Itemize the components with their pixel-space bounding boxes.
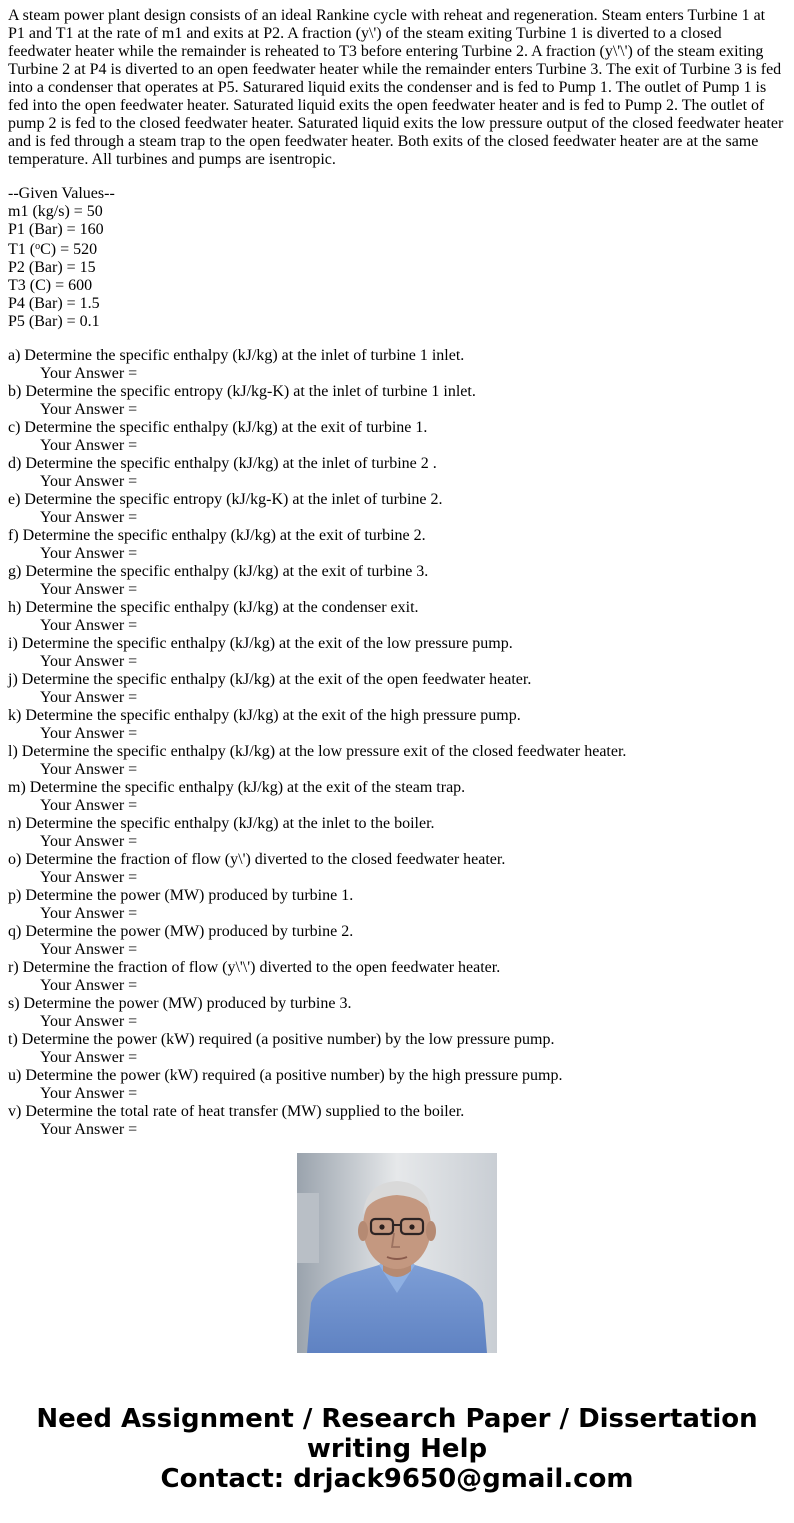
question-text: o) Determine the fraction of flow (y\') diverted to the closed feedwater heater. <box>8 851 506 868</box>
answer-label: Your Answer = <box>40 653 138 670</box>
answer-label: Your Answer = <box>40 869 138 886</box>
answer-label: Your Answer = <box>40 1013 138 1030</box>
question-text: j) Determine the specific enthalpy (kJ/kg) at the exit of the open feedwater heater. <box>8 671 532 688</box>
answer-label: Your Answer = <box>40 833 138 850</box>
question-text: t) Determine the power (kW) required (a positive number) by the low pressure pump. <box>8 1031 555 1048</box>
question-text: r) Determine the fraction of flow (y\'\') diverted to the open feedwater heater. <box>8 959 501 976</box>
given-header: --Given Values-- <box>8 185 115 202</box>
given-t1 <box>8 241 786 259</box>
answer-label: Your Answer = <box>40 761 138 778</box>
author-photo <box>297 1153 497 1353</box>
question-list <box>8 347 786 1139</box>
question-text: l) Determine the specific enthalpy (kJ/kg) at the low pressure exit of the closed feedwater heater. <box>8 743 627 760</box>
answer-label: Your Answer = <box>40 365 138 382</box>
answer-label: Your Answer = <box>40 617 138 634</box>
question-text: h) Determine the specific enthalpy (kJ/kg) at the condenser exit. <box>8 599 419 616</box>
given-m1: m1 (kg/s) = 50 <box>8 203 103 220</box>
answer-label: Your Answer = <box>40 977 138 994</box>
given-t3: T3 (C) = 600 <box>8 277 93 294</box>
answer-label: Your Answer = <box>40 581 138 598</box>
problem-intro: A steam power plant design consists of an ideal Rankine cycle with reheat and regeneration. Steam enters Turbine 1 at P1 and T1 at the rate of m1 and exits at P2. A fraction (y\') of the steam exiting Turbine 1 is diverted to a closed feedwater heater while the remainder is reheated to T3 before entering Turbine 2. A fraction (y\'\') of the steam exiting Turbine 2 at P4 is diverted to an open feedwater heater while the remainder enters Turbine 3. The exit of Turbine 3 is fed into a condenser that operates at P5. Saturared liquid exits the condenser and is fed to Pump 1. The outlet of Pump 1 is fed into the open feedwater heater. Saturated liquid exits the open feedwater heater and is fed to Pump 2. The outlet of pump 2 is fed to the closed feedwater heater. Saturated liquid exits the low pressure output of the closed feedwater heater and is fed through a steam trap to the open feedwater heater. Both exits of the closed feedwater heater are at the same temperature. All turbines and pumps are isentropic. <box>8 7 784 168</box>
question-text: c) Determine the specific enthalpy (kJ/kg) at the exit of turbine 1. <box>8 419 428 436</box>
answer-label: Your Answer = <box>40 401 138 418</box>
answer-label: Your Answer = <box>40 905 138 922</box>
question-text: u) Determine the power (kW) required (a positive number) by the high pressure pump. <box>8 1067 563 1084</box>
question-text: n) Determine the specific enthalpy (kJ/kg) at the inlet to the boiler. <box>8 815 435 832</box>
answer-label: Your Answer = <box>40 473 138 490</box>
degree-superscript: o <box>35 241 41 252</box>
given-p5: P5 (Bar) = 0.1 <box>8 313 100 330</box>
question-text: e) Determine the specific entropy (kJ/kg-K) at the inlet of turbine 2. <box>8 491 443 508</box>
answer-label: Your Answer = <box>40 509 138 526</box>
answer-label: Your Answer = <box>40 1121 138 1138</box>
question-text: v) Determine the total rate of heat transfer (MW) supplied to the boiler. <box>8 1103 465 1120</box>
question-text: d) Determine the specific enthalpy (kJ/kg) at the inlet of turbine 2 . <box>8 455 437 472</box>
question-text: q) Determine the power (MW) produced by turbine 2. <box>8 923 354 940</box>
answer-label: Your Answer = <box>40 689 138 706</box>
question-text: p) Determine the power (MW) produced by turbine 1. <box>8 887 354 904</box>
question-text: k) Determine the specific enthalpy (kJ/kg) at the exit of the high pressure pump. <box>8 707 521 724</box>
given-t1-prefix: T1 ( <box>8 241 36 258</box>
given-p2: P2 (Bar) = 15 <box>8 259 96 276</box>
contact-footer <box>0 1404 794 1494</box>
answer-label: Your Answer = <box>40 437 138 454</box>
question-text: s) Determine the power (MW) produced by turbine 3. <box>8 995 352 1012</box>
given-p1: P1 (Bar) = 160 <box>8 221 104 238</box>
problem-document <box>8 7 786 1138</box>
footer-line-1: Need Assignment / Research Paper / Dissertation <box>36 1404 758 1434</box>
portrait-image <box>297 1153 497 1353</box>
answer-label: Your Answer = <box>40 1049 138 1066</box>
given-p4: P4 (Bar) = 1.5 <box>8 295 100 312</box>
question-text: b) Determine the specific entropy (kJ/kg-K) at the inlet of turbine 1 inlet. <box>8 383 476 400</box>
answer-label: Your Answer = <box>40 545 138 562</box>
answer-label: Your Answer = <box>40 1085 138 1102</box>
question-text: i) Determine the specific enthalpy (kJ/kg) at the exit of the low pressure pump. <box>8 635 513 652</box>
footer-line-2: writing Help <box>306 1434 488 1464</box>
question-text: m) Determine the specific enthalpy (kJ/kg) at the exit of the steam trap. <box>8 779 466 796</box>
answer-label: Your Answer = <box>40 797 138 814</box>
given-t1-suffix: C) = 520 <box>40 241 98 258</box>
question-text: a) Determine the specific enthalpy (kJ/kg) at the inlet of turbine 1 inlet. <box>8 347 465 364</box>
answer-label: Your Answer = <box>40 725 138 742</box>
question-text: g) Determine the specific enthalpy (kJ/kg) at the exit of turbine 3. <box>8 563 429 580</box>
footer-contact-line: Contact: drjack9650@gmail.com <box>160 1464 634 1494</box>
question-text: f) Determine the specific enthalpy (kJ/kg) at the exit of turbine 2. <box>8 527 426 544</box>
answer-label: Your Answer = <box>40 941 138 958</box>
